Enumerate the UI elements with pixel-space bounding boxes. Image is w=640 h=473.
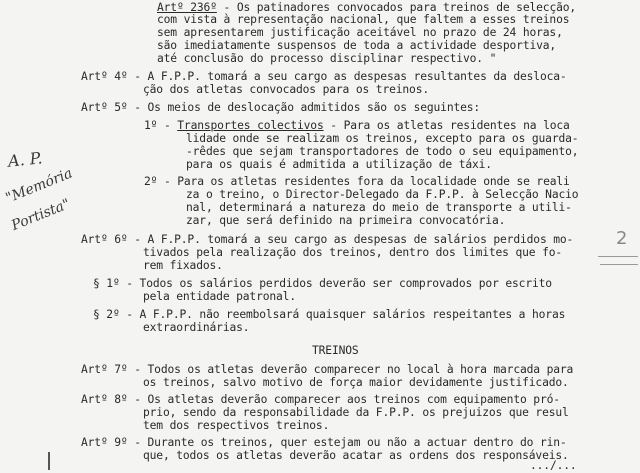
art6-par2-line-2: extraordinárias. (143, 321, 250, 334)
art5-para2-line-2: za o treino, o Director-Delegado da F.P.P. à Selecção Nacio (186, 188, 579, 201)
art236-label: Artº 236º (157, 1, 217, 14)
art236-line-4: são imediatamente suspensos de toda a actividade desportiva, (157, 39, 557, 52)
art5-para2-line-4: zar, que será definido na primeira convocatória. (186, 214, 506, 227)
art5-para1-line-1: 1º - Transportes colectivos - Para os atletas residentes na loca (144, 119, 570, 132)
art5-para1-line-3: -rêdes que sejam transportadores de todo o seu equipamento, (186, 145, 579, 158)
art4-label: Artº 4º (81, 70, 128, 83)
handwritten-note-line-1: A. P. (7, 148, 44, 171)
art4-line-1: Artº 4º - A F.P.P. tomará a seu cargo as despesas resultantes da desloca- (81, 70, 567, 83)
art8-label: Artº 8º (81, 393, 128, 406)
margin-rule-1 (598, 256, 638, 257)
art9-line-2: que, todos os atletas deverão acatar as ordens dos responsáveis. (143, 449, 569, 462)
art6-label: Artº 6º (81, 233, 128, 246)
margin-rule-2 (600, 264, 638, 265)
art6-par1-line-2: pela entidade patronal. (143, 290, 296, 303)
art5-label: Artº 5º (81, 101, 128, 114)
handwritten-note-line-3: Portista" (9, 196, 73, 234)
art5-para2-line-3: nal, determinará a natureza do meio de transporte a utili- (186, 201, 572, 214)
art8-line-1: Artº 8º - Os atletas deverão comparecer aos treinos com equipamento pró- (81, 393, 560, 406)
art236-line-3: sem apresentarem justificação aceitável no prazo de 24 horas, (157, 26, 563, 39)
art7-label: Artº 7º (81, 363, 128, 376)
art7-line-2: os treinos, salvo motivo de força maior devidamente justificado. (143, 376, 569, 389)
art236-line-1: Artº 236º - Os patinadores convocados para treinos de selecção, (157, 1, 577, 14)
art6-line-2: tivados pela realização dos treinos, dentro dos limites que fo- (143, 246, 563, 259)
art5-para2-line-1: 2º - Para os atletas residentes fora da localidade onde se reali (144, 175, 570, 188)
continuation-mark: .../... (530, 459, 577, 472)
art8-line-3: tem dos respectivos treinos. (143, 419, 330, 432)
transportes-colectivos-title: Transportes colectivos (177, 119, 324, 132)
art6-par1-line-1: § 1º - Todos os salários perdidos deverão ser comprovados por escrito (93, 277, 552, 290)
handwritten-note-line-2: "Memória (3, 165, 75, 207)
art6-line-1: Artº 6º - A F.P.P. tomará a seu cargo as despesas de salários perdidos mo- (81, 233, 574, 246)
section-heading-treinos: TREINOS (312, 344, 359, 357)
art6-par2-line-1: § 2º - A F.P.P. não reembolsará quaisquer salários respeitantes a horas (93, 308, 566, 321)
art236-line-2: com vista à representação nacional, que faltem a esses treinos (157, 13, 570, 26)
art7-line-1: Artº 7º - Todos os atletas deverão comparecer no local à hora marcada para (81, 363, 574, 376)
art8-line-2: prio, sendo da responsabilidade da F.P.P. os prejuizos que resul (143, 406, 569, 419)
art5-para1-line-4: para os quais é admitida a utilização de táxi. (186, 158, 492, 171)
page-mark: 2 (616, 228, 628, 249)
art5-line-1: Artº 5º - Os meios de deslocação admitidos são os seguintes: (81, 101, 481, 114)
art236-line-5: até conclusão do processo disciplinar respectivo. " (157, 52, 497, 65)
art5-para1-line-2: lidade onde se realizam os treinos, excepto para os guarda- (186, 132, 579, 145)
art9-label: Artº 9º (81, 436, 128, 449)
art4-line-2: ção dos atletas convocados para os treinos. (143, 83, 430, 96)
art9-line-1: Artº 9º - Durante os treinos, quer estejam ou não a actuar dentro do rin- (81, 436, 567, 449)
art6-line-3: rem fixados. (143, 259, 223, 272)
margin-tick (48, 452, 50, 470)
